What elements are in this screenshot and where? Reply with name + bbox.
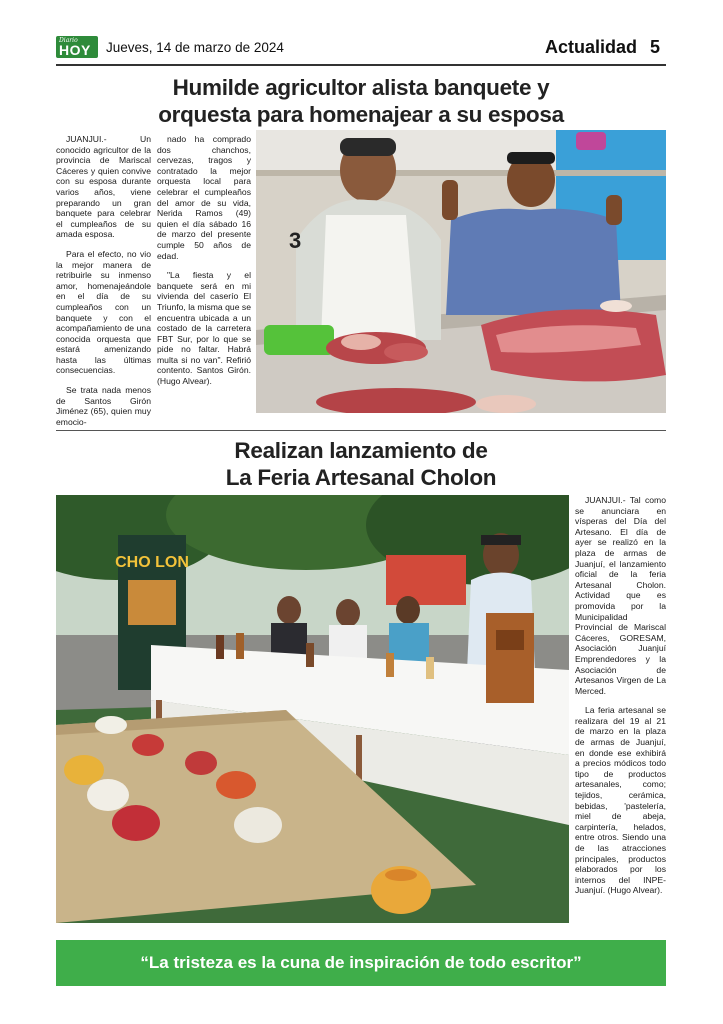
article1-paragraph: Para el efecto, no vio la mejor manera de retribuirle su inmenso amor, homenajeándole en el día de su cumpleaños con un banquete y con el acompañamiento de una conocida orquesta que estará amenizando hasta las últimas consecuencias. (56, 248, 151, 376)
header-divider (56, 64, 666, 66)
article1-photo (256, 130, 666, 413)
article1-paragraph: JUANJUI.- Un conocido agricultor de la provincia de Mariscal Cáceres y quien convive con su esposa durante varios años, viene preparando un gran banquete para celebrar el cumpleaños de su amada esposa. (56, 134, 151, 240)
article1-column-2 (157, 134, 251, 396)
article1-headline (56, 74, 666, 128)
article1-paragraph: "La fiesta y el banquete será en mi vivienda del caserío El Triunfo, la misma que se encuentra ubicada a un costado de la carretera FBT Sur, por lo que se pide no faltar. Habrá multa si no van". Refirió contento. Santos Girón. (Hugo Alvear). (157, 270, 251, 387)
article2-paragraph: JUANJUI.- Tal como se anunciara en vísperas del Día del Artesano. El día de ayer se realizó en la plaza de armas de Juanjuí, el lanzamiento oficial de la feria Artesanal Cholon. Actividad que es promovida por la Municipalidad Provincial de Mariscal Cáceres, GORESAM, Asociación Juanjuí Emprendedores y la Asociación de Artesanos Virgen de La Merced. (575, 495, 666, 696)
article2-photo (56, 495, 569, 923)
article1-column-1 (56, 134, 151, 436)
cholon-banner-text: CHO LON (115, 554, 189, 571)
section-name: Actualidad (544, 37, 637, 57)
article2-column (575, 495, 666, 905)
logo-small-text: Diario (59, 37, 78, 44)
article2-paragraph: La feria artesanal se realizara del 19 al 21 de marzo en la plaza de armas de Juanjuí, en donde ese exhibirá a precios módicos todo tipo de productos artesanales, como; tejidos, cerámica, bebidas, 'pastelería, miel de abeja, carpintería, helados, entre otros. Siendo una de las atracciones principales, productos elaborados por los internos del INPE-Juanjuí. (Hugo Alvear). (575, 705, 666, 896)
section-divider (56, 430, 666, 431)
article1-paragraph: nado ha comprado dos chanchos, cervezas, tragos y contratado la mejor orquesta local para celebrar el cumpleaños del amor de su vida, Nerida Ramos (49) quien el día sábado 16 de marzo del presente cumple 50 años de edad. (157, 134, 251, 261)
newspaper-logo (56, 36, 98, 58)
article2-headline-line1: Realizan lanzamiento de (234, 438, 488, 463)
butcher-stall-photo (256, 130, 666, 413)
article1-headline-line2: orquesta para homenajear a su esposa (158, 102, 564, 127)
issue-date: Jueves, 14 de marzo de 2024 (106, 40, 284, 55)
page-number: 5 (650, 37, 661, 57)
article1-headline-line1: Humilde agricultor alista banquete y (172, 75, 550, 100)
shirt-number: 3 (289, 228, 302, 253)
craft-fair-photo (56, 495, 569, 923)
article2-headline (56, 437, 666, 491)
article1-paragraph: Se trata nada menos de Santos Girón Jiménez (65), quien muy emocio- (56, 385, 151, 427)
article2-headline-line2: La Feria Artesanal Cholon (225, 465, 497, 490)
quote-banner (56, 940, 666, 986)
logo-text: HOY (59, 42, 91, 58)
quote-text: “La tristeza es la cuna de inspiración de todo escritor” (140, 953, 582, 972)
